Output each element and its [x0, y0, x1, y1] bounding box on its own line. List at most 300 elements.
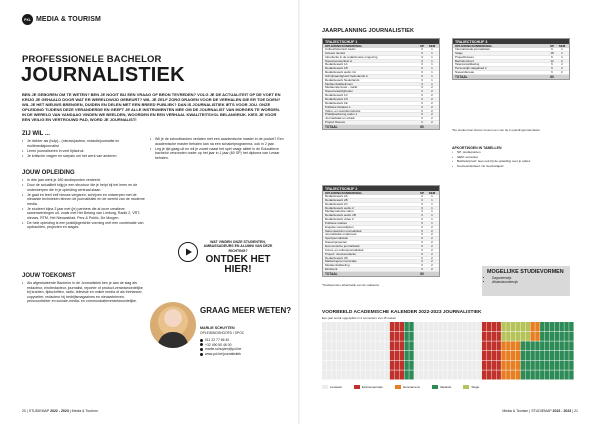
- calendar-week-cell: [458, 361, 462, 370]
- table-cell: 1: [431, 70, 433, 75]
- calendar-week-cell: [559, 322, 563, 331]
- calendar-week-cell: [370, 351, 374, 360]
- calendar-week-cell: [385, 341, 389, 350]
- legend-swatch: [463, 385, 469, 389]
- calendar-week-cell: [535, 361, 539, 370]
- calendar-week-cell: [526, 332, 530, 341]
- calendar-week-cell: [559, 341, 563, 350]
- table-cell: Eindwerk: [325, 268, 338, 271]
- contact-name: MARLIE SCHUYTEN: [200, 326, 235, 330]
- table-cell: 3: [421, 251, 423, 256]
- calendar-week-cell: [414, 370, 418, 379]
- legend-swatch: [395, 385, 401, 389]
- table-cell: Mediaproductie video: [325, 210, 354, 214]
- table-cell: Redactiewerk audio 1A: [325, 71, 356, 74]
- academic-calendar: [322, 322, 574, 380]
- table-cell: 1: [431, 47, 433, 51]
- table-cell: Stage: [455, 51, 463, 55]
- zij-wel-list: [22, 139, 146, 158]
- calendar-week-cell: [564, 332, 568, 341]
- calendar-grid: [322, 322, 574, 380]
- table-cell: Bachelorproef: [455, 59, 474, 63]
- contact-role: OPLEIDINGSHOOFD / SPOC: [200, 331, 245, 335]
- contact-details: [200, 338, 241, 356]
- calendar-week-cell: [409, 370, 413, 379]
- table-cell: Redactiewerk 1E: [325, 101, 348, 105]
- calendar-week-cell: [380, 351, 384, 360]
- calendar-week-cell: [395, 361, 399, 370]
- table-cell: 2: [431, 232, 433, 237]
- calendar-week-cell: [511, 341, 515, 350]
- table-cell: Internationale journalistiek: [455, 48, 490, 51]
- calendar-week-cell: [545, 332, 549, 341]
- calendar-week-cell: [361, 332, 365, 341]
- calendar-week-cell: [569, 322, 573, 331]
- table-cell: 3: [421, 100, 423, 105]
- contact-line[interactable]: [200, 352, 241, 357]
- table-cell: [427, 125, 437, 129]
- column-header: SEM: [558, 44, 566, 48]
- calendar-week-cell: [322, 351, 326, 360]
- calendar-week-cell: [327, 332, 331, 341]
- calendar-week-cell: [337, 370, 341, 379]
- calendar-week-cell: [366, 351, 370, 360]
- calendar-week-cell: [496, 351, 500, 360]
- calendar-week-cell: [341, 322, 345, 331]
- table-cell: 2: [431, 108, 433, 113]
- calendar-week-cell: [477, 351, 481, 360]
- calendar-week-cell: [569, 341, 573, 350]
- footer-suffix: | Media & Tourism: [69, 409, 98, 413]
- table-cell: 3: [421, 96, 423, 101]
- calendar-week-cell: [535, 322, 539, 331]
- study-forms-box: [482, 266, 570, 296]
- calendar-week-cell: [424, 332, 428, 341]
- table-cell: 2: [431, 96, 433, 101]
- table-cell: 2: [431, 100, 433, 105]
- legend-item: [432, 385, 451, 389]
- table-cell: 2: [431, 236, 433, 241]
- calendar-week-cell: [506, 351, 510, 360]
- calendar-week-cell: [414, 332, 418, 341]
- calendar-week-cell: [511, 370, 515, 379]
- table-cell: 1: [431, 201, 433, 206]
- table-total-row: [323, 272, 439, 276]
- calendar-week-cell: [404, 361, 408, 370]
- column-header: SEM: [428, 44, 436, 48]
- calendar-week-cell: [453, 351, 457, 360]
- calendar-week-cell: [501, 370, 505, 379]
- contact-line-text: 011 22 77 66 40: [205, 338, 230, 342]
- calendar-week-cell: [433, 370, 437, 379]
- calendar-week-cell: [482, 361, 486, 370]
- abbreviations-block: [452, 146, 570, 168]
- calendar-week-cell: [332, 351, 336, 360]
- calendar-week-cell: [438, 332, 442, 341]
- calendar-week-cell: [501, 361, 505, 370]
- calendar-week-cell: [492, 370, 496, 379]
- list-item: • Je gaat en leert zelf nieuws vergaren, schrijven en ontwerpen met de nieuwste technieken binnen de journalistiek en de wereld van de moderne media.: [22, 193, 146, 207]
- table-cell: 2: [431, 112, 433, 117]
- calendar-week-cell: [521, 332, 525, 341]
- promo-text: WAT VINDEN ONZE STUDENTEN, AMBASSADEURS EN ALUMNI VAN DEZE RICHTING?: [203, 240, 273, 253]
- list-item: • Je studeert bijna 3 jaar met (je) partners die al onze creatieve samenwerkingen uit, zoals met Het Belang van Limburg, Radio 2, VRT-nieuws, RTM, Het Nieuwsblad, Pers & Public, De Morgen.: [22, 207, 146, 221]
- calendar-week-cell: [516, 332, 520, 341]
- table-cell: Redactiewerk 1A: [325, 63, 348, 67]
- study-forms-list: [487, 276, 565, 284]
- calendar-week-cell: [361, 361, 365, 370]
- table-cell: Redactiewerk 2A: [325, 195, 348, 198]
- calendar-week-cell: [564, 361, 568, 370]
- table-cell: 3: [421, 73, 423, 78]
- calendar-week-cell: [400, 332, 404, 341]
- calendar-week-cell: [409, 351, 413, 360]
- calendar-week-cell: [356, 361, 360, 370]
- calendar-week-cell: [322, 361, 326, 370]
- program-kicker: PROFESSIONELE BACHELOR: [22, 54, 162, 65]
- table-cell: Nieuwsvaardigheden: [325, 90, 354, 94]
- calendar-week-cell: [433, 332, 437, 341]
- calendar-week-cell: [419, 341, 423, 350]
- table-cell: 2: [431, 267, 433, 272]
- calendar-week-cell: [400, 361, 404, 370]
- calendar-week-cell: [540, 332, 544, 341]
- list-item: • Leg je tijd gaag uit en wil je zowel naast het spel vaagr aktief in de Educatieve bachelor verzonden onder op het jaar in 1 jaar (60 SP) het diploma van Leraar behalen.: [150, 147, 284, 161]
- table-cell: 3: [421, 120, 423, 125]
- table-cell: Mediaontwikkelingen: [325, 82, 353, 86]
- calendar-week-cell: [346, 322, 350, 331]
- table-cell: 1: [561, 50, 563, 55]
- calendar-week-cell: [448, 370, 452, 379]
- contact-line-text: www.pxl.be/journalistiek: [205, 351, 241, 356]
- calendar-week-cell: [337, 332, 341, 341]
- calendar-week-cell: [400, 370, 404, 379]
- legend-item: [322, 385, 342, 389]
- calendar-week-cell: [400, 341, 404, 350]
- calendar-week-cell: [559, 332, 563, 341]
- calendar-week-cell: [429, 332, 433, 341]
- table-cell: 3: [421, 228, 423, 233]
- table-cell: 1: [561, 47, 563, 51]
- calendar-week-cell: [463, 322, 467, 331]
- table-cell: [557, 75, 567, 79]
- footer-right: [502, 409, 578, 413]
- calendar-week-cell: [419, 332, 423, 341]
- table-cell: Mediaonderzoek - markt: [325, 86, 358, 90]
- calendar-week-cell: [390, 322, 394, 331]
- calendar-week-cell: [385, 370, 389, 379]
- right-page: [300, 0, 600, 424]
- calendar-week-cell: [463, 361, 467, 370]
- pxl-logo-icon: PXL: [22, 14, 33, 25]
- calendar-week-cell: [424, 351, 428, 360]
- calendar-week-cell: [555, 322, 559, 331]
- toekomst-list: [22, 281, 146, 304]
- table-cell: Publieke Relaties 1: [325, 105, 351, 109]
- calendar-week-cell: [448, 341, 452, 350]
- table-cell: 3: [421, 66, 423, 71]
- calendar-week-cell: [487, 370, 491, 379]
- calendar-week-cell: [501, 322, 505, 331]
- calendar-week-cell: [404, 332, 408, 341]
- table-cell: 1: [431, 81, 433, 86]
- calendar-week-cell: [409, 361, 413, 370]
- calendar-week-cell: [375, 332, 379, 341]
- brand: [22, 14, 101, 25]
- column-header: SP: [419, 44, 424, 48]
- calendar-week-cell: [463, 351, 467, 360]
- calendar-week-cell: [501, 332, 505, 341]
- zij-wel-block: [22, 131, 146, 159]
- calendar-week-cell: [395, 370, 399, 379]
- table-cell: Actueel nieuws: [325, 51, 346, 55]
- table-cell: 3: [421, 201, 423, 206]
- calendar-week-cell: [530, 351, 534, 360]
- table-body: [453, 48, 569, 75]
- calendar-week-cell: [506, 341, 510, 350]
- promo-link[interactable]: ONTDEK HET HIER!: [205, 253, 271, 275]
- list-item: • Je kritische vragen en scepsis om het werk van anderen: [22, 154, 146, 159]
- calendar-week-cell: [472, 370, 476, 379]
- table-cell: Sportjournalistiek: [325, 237, 349, 241]
- calendar-week-cell: [487, 361, 491, 370]
- contact-bullet-icon: [200, 353, 203, 356]
- table-cell: 2: [431, 240, 433, 245]
- table-cell: Redactiewerk 1D: [325, 97, 348, 101]
- calendar-week-cell: [535, 370, 539, 379]
- calendar-week-cell: [438, 322, 442, 331]
- table-cell: Redactiewerk 2B: [325, 198, 348, 202]
- table-cell: 6: [551, 47, 553, 51]
- contact-bullet-icon: [200, 343, 203, 346]
- calendar-week-cell: [337, 341, 341, 350]
- table-cell: 1: [431, 197, 433, 202]
- calendar-week-cell: [516, 351, 520, 360]
- calendar-week-cell: [433, 341, 437, 350]
- calendar-week-cell: [555, 341, 559, 350]
- calendar-week-cell: [346, 332, 350, 341]
- calendar-week-cell: [559, 361, 563, 370]
- calendar-week-cell: [404, 341, 408, 350]
- table-cell: 18: [550, 50, 554, 55]
- table-cell: 3: [421, 81, 423, 86]
- calendar-week-cell: [322, 370, 326, 379]
- calendar-week-cell: [400, 351, 404, 360]
- calendar-week-cell: [438, 351, 442, 360]
- calendar-week-cell: [535, 341, 539, 350]
- table-cell: 1: [431, 54, 433, 59]
- table-cell: Samenwerking journalistiek: [325, 229, 362, 233]
- calendar-week-cell: [511, 361, 515, 370]
- calendar-week-cell: [540, 370, 544, 379]
- calendar-week-cell: [564, 322, 568, 331]
- table-cell: 3: [421, 220, 423, 225]
- table-cell: 2: [431, 263, 433, 268]
- play-icon[interactable]: [178, 242, 198, 262]
- table-cell: 2: [431, 251, 433, 256]
- table-cell: 3: [421, 259, 423, 264]
- calendar-week-cell: [530, 370, 534, 379]
- calendar-week-cell: [540, 341, 544, 350]
- table-cell: 2: [431, 104, 433, 109]
- table-cell: 3: [421, 104, 423, 109]
- calendar-week-cell: [380, 341, 384, 350]
- promo-callout[interactable]: [200, 240, 276, 275]
- calendar-week-cell: [477, 341, 481, 350]
- legend-item: [354, 385, 383, 389]
- table-cell: 3: [421, 62, 423, 67]
- table-cell: Redactiewerk 2D: [325, 256, 348, 260]
- calendar-week-cell: [530, 332, 534, 341]
- calendar-week-cell: [463, 332, 467, 341]
- table-note-1: *De student kan kiezen tussen een van de 2 opleidingsonderdelen: [452, 128, 541, 132]
- table-cell: 1: [561, 54, 563, 59]
- table-cell: 3: [421, 197, 423, 202]
- calendar-week-cell: [327, 370, 331, 379]
- list-item: • Wil je de schoolbanken verlaten met een academische master in de pocket? Een academische master behalen kan na een schakelprogramma, ook in 2 jaar.: [150, 137, 284, 146]
- calendar-week-cell: [526, 361, 530, 370]
- contact-line-text: +32 490 50 46 00: [205, 342, 232, 347]
- calendar-week-cell: [351, 370, 355, 379]
- calendar-week-cell: [472, 332, 476, 341]
- calendar-week-cell: [545, 322, 549, 331]
- column-header: SP: [419, 191, 424, 195]
- table-cell: TOTAAL: [325, 124, 338, 129]
- calendar-week-cell: [540, 361, 544, 370]
- calendar-week-cell: [395, 341, 399, 350]
- calendar-week-cell: [390, 370, 394, 379]
- table-cell: 2: [431, 85, 433, 90]
- calendar-week-cell: [511, 332, 515, 341]
- calendar-week-cell: [366, 341, 370, 350]
- calendar-week-cell: [496, 341, 500, 350]
- calendar-week-cell: [351, 361, 355, 370]
- calendar-week-cell: [395, 322, 399, 331]
- calendar-week-cell: [477, 332, 481, 341]
- toekomst-block: [22, 273, 146, 304]
- table-cell: Nieuwsverwerking A: [325, 59, 353, 63]
- list-item: • SP: studiepunten: [452, 150, 570, 154]
- table-cell: 3: [421, 213, 423, 218]
- table-cell: 3: [421, 243, 423, 248]
- table-cell: 3: [421, 209, 423, 214]
- calendar-week-cell: [482, 322, 486, 331]
- calendar-week-cell: [443, 361, 447, 370]
- table-cell: 2: [561, 70, 563, 75]
- calendar-week-cell: [550, 341, 554, 350]
- table-cell: Economische journalistiek: [325, 244, 360, 248]
- calendar-week-cell: [448, 322, 452, 331]
- calendar-week-cell: [385, 332, 389, 341]
- table-cell: 3: [421, 240, 423, 245]
- table-cell: 3: [421, 194, 423, 198]
- table-title: TRAJECTSCHIJF 1: [323, 39, 439, 44]
- table-cell: 1: [431, 217, 433, 222]
- table-cell: Redactiewerk Nederlands: [325, 78, 360, 82]
- calendar-week-cell: [424, 361, 428, 370]
- calendar-week-cell: [327, 351, 331, 360]
- table-cell: 2: [561, 66, 563, 71]
- calendar-week-cell: [414, 341, 418, 350]
- table-cell: 3: [421, 108, 423, 113]
- calendar-week-cell: [341, 341, 345, 350]
- list-item: • Dagonderwijs: [492, 276, 565, 280]
- legend-swatch: [322, 385, 328, 389]
- table-cell: 2: [431, 243, 433, 248]
- table-cell: 3: [421, 205, 423, 210]
- contact-line-text: marlie.schuyten@pxl.be: [205, 347, 242, 352]
- calendar-week-cell: [438, 370, 442, 379]
- calendar-week-cell: [337, 351, 341, 360]
- calendar-week-cell: [370, 322, 374, 331]
- calendar-week-cell: [487, 322, 491, 331]
- calendar-week-cell: [404, 370, 408, 379]
- calendar-week-cell: [390, 351, 394, 360]
- table-cell: 3: [421, 236, 423, 241]
- table-cell: Redactiewerk 1B: [325, 67, 348, 71]
- table-body: [323, 195, 439, 272]
- calendar-week-cell: [429, 322, 433, 331]
- table-cell: 2: [561, 62, 563, 67]
- calendar-week-cell: [501, 351, 505, 360]
- calendar-subtitle: Een jaar wordt opgesplitst in 2 semesters van 15 weken: [322, 316, 397, 320]
- table-cell: [427, 272, 437, 276]
- calendar-week-cell: [448, 361, 452, 370]
- calendar-legend: [322, 385, 574, 389]
- calendar-week-cell: [550, 361, 554, 370]
- calendar-week-cell: [380, 361, 384, 370]
- calendar-week-cell: [526, 341, 530, 350]
- brand-name: MEDIA & TOURISM: [36, 16, 101, 23]
- calendar-week-cell: [458, 351, 462, 360]
- contact-bullet-icon: [200, 348, 203, 351]
- opleiding-list: [22, 178, 146, 230]
- calendar-week-cell: [361, 322, 365, 331]
- calendar-week-cell: [385, 322, 389, 331]
- calendar-week-cell: [337, 322, 341, 331]
- list-item: • Keuzeonderdeel: zie 'keuzetraject': [452, 164, 570, 168]
- calendar-week-cell: [414, 322, 418, 331]
- footer-prefix: 20 | STUDIEMAP: [22, 409, 50, 413]
- table-cell: TOTAAL: [455, 74, 468, 79]
- calendar-week-cell: [443, 370, 447, 379]
- table-cell: 3: [421, 224, 423, 229]
- legend-label: Herexamens: [402, 385, 420, 389]
- calendar-week-cell: [332, 322, 336, 331]
- calendar-week-cell: [496, 370, 500, 379]
- calendar-week-cell: [482, 332, 486, 341]
- footer-suffix: | 21: [572, 409, 578, 413]
- study-forms-heading: MOGELIJKE STUDIEVORMEN: [487, 269, 564, 275]
- calendar-week-cell: [545, 370, 549, 379]
- table-cell: Video- en geluidsproductie: [325, 109, 361, 113]
- table-cell: 60: [550, 74, 554, 79]
- calendar-week-cell: [375, 322, 379, 331]
- table-cell: 3: [421, 50, 423, 55]
- calendar-week-cell: [467, 370, 471, 379]
- calendar-week-cell: [322, 332, 326, 341]
- intro-text: BEN JE GEBOREN OM TE WETEN? BEN JE NOOIT BIJ EEN VRAAG OF BRON TEVREDEN? VOLG JE DE ACTUALITEIT OP DE VOET EN KRIJG JE GEHAALD DOOR WAT ER WERELDWIJD GEBEURT? WIL JE ZELF ZORG DRAGEN VOOR DE VERHALEN DIE ER TOE DOEN? WIL JE HET NIEUWS BRENGEN, DUIDEN EN DELEN MET EEN BREED PUBLIEK? DAN IS JOURNALISTIEK IETS VOOR JOU. ONZE OPLEIDING TIJDENS DEZE VERANDERDE EN GEEFT JE ALLE INSTRUMENTEN MEE OM DE JOURNALIST VAN MORGEN TE WORDEN. IN DE WERELD VAN VANDAAG VINDEN WE BEELDEN, WOORDEN EN EEN VERHAAL KWALITEITSVOL BELANGRIJK. KIES JE VOOR EEN VEILIG EN VERTROUWD PAD, WORD JE JOURNALIST!: [22, 92, 281, 123]
- calendar-week-cell: [453, 332, 457, 341]
- table-cell: Persoonlijk vakgebied 2: [455, 67, 487, 71]
- table-cell: 3: [421, 58, 423, 63]
- table-cell: 60: [420, 124, 424, 129]
- calendar-week-cell: [443, 351, 447, 360]
- calendar-week-cell: [419, 351, 423, 360]
- table-cell: 60: [420, 271, 424, 276]
- calendar-week-cell: [487, 332, 491, 341]
- calendar-week-cell: [496, 361, 500, 370]
